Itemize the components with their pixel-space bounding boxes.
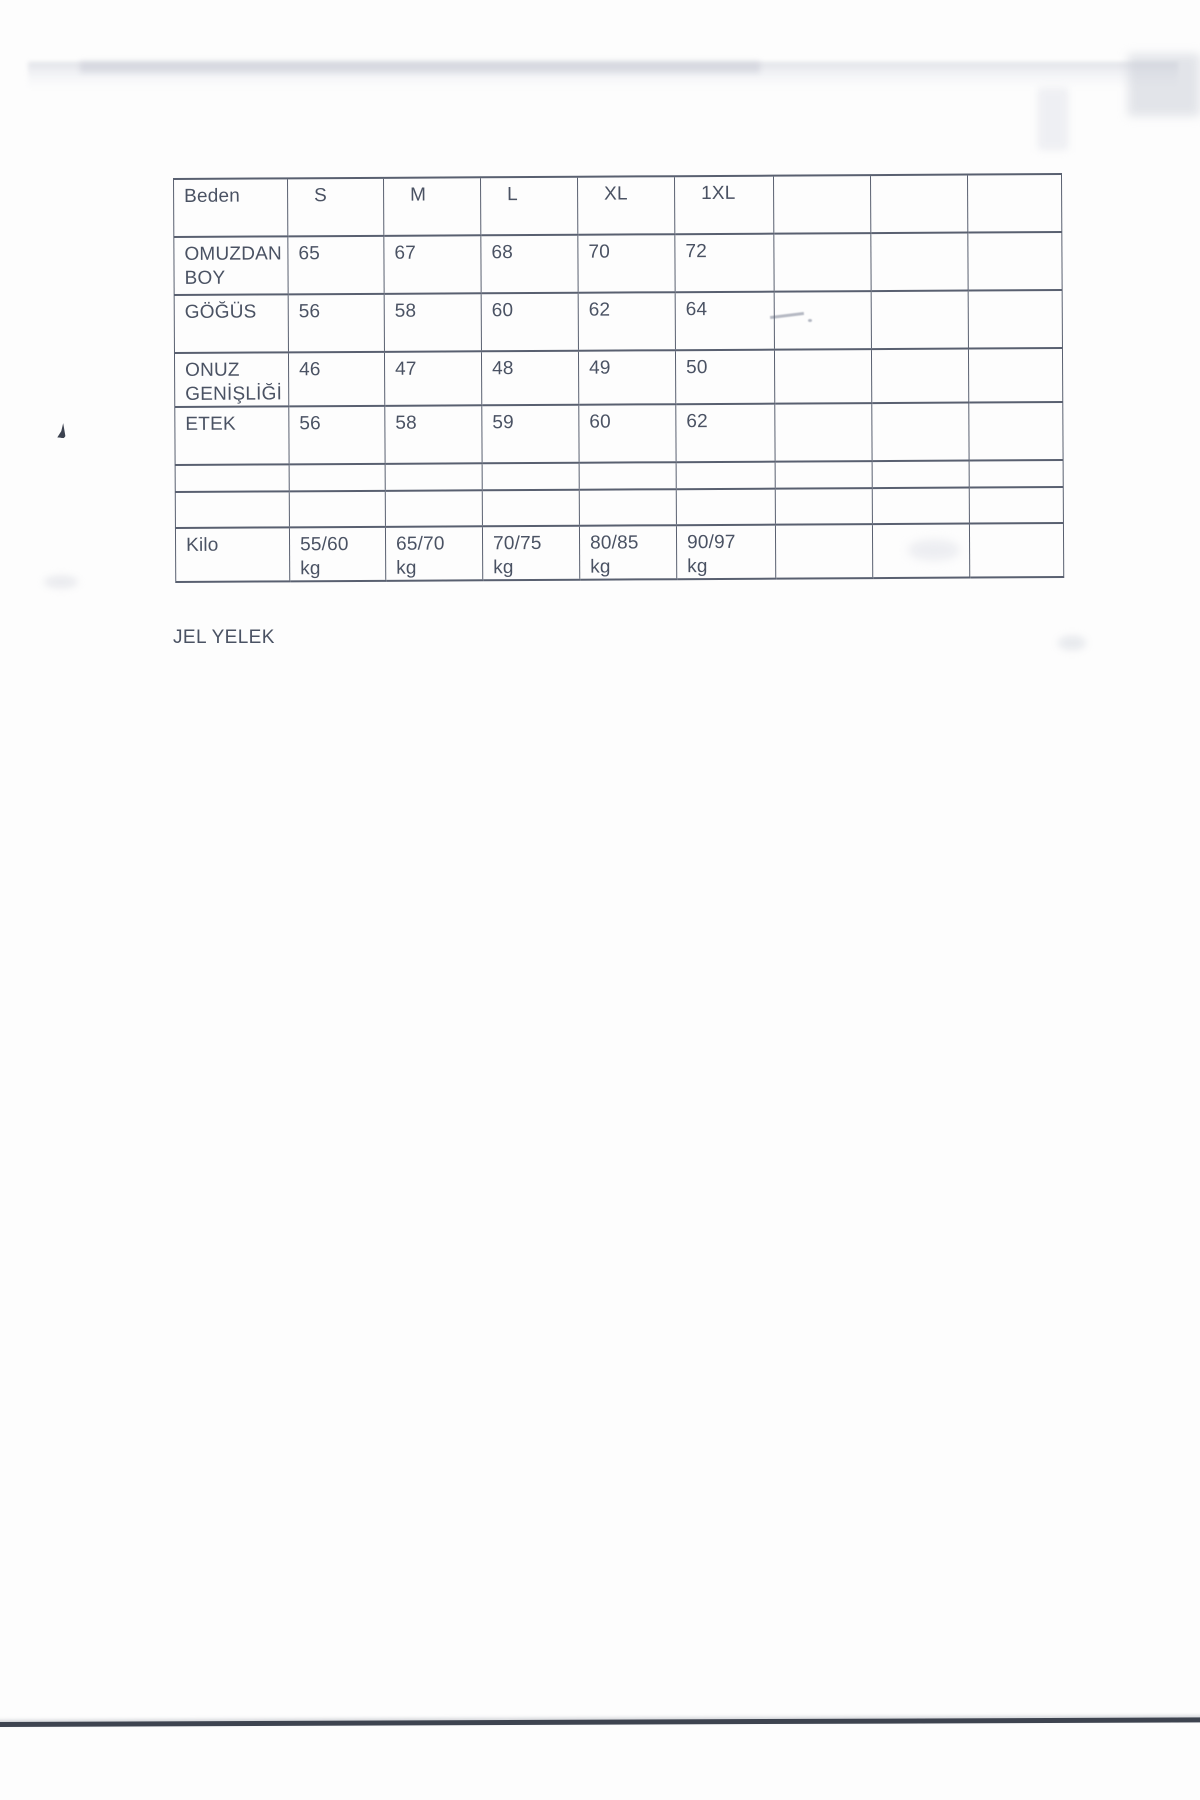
table-row [175,402,1063,465]
value-cell [482,490,579,527]
value-cell: 65 [288,236,384,295]
value-cell [872,403,969,462]
value-cell: 56 [289,406,385,465]
header-cell: S [288,178,384,237]
value-cell: 68 [481,235,578,294]
table-row [174,232,1062,295]
value-cell: 60 [481,293,578,352]
value-cell [385,463,482,491]
value-cell [969,402,1063,461]
value-cell [676,489,775,526]
value-cell: 49 [578,350,675,405]
header-cell: L [481,177,578,236]
pen-mark [57,423,67,439]
value-cell [775,524,872,579]
row-label-cell [175,491,289,528]
row-label-cell: Kilo [175,527,289,582]
value-cell: 59 [482,405,579,464]
value-cell: 62 [676,404,775,463]
value-cell [579,489,676,526]
value-cell: 65/70 kg [385,526,482,581]
value-cell [774,349,871,404]
table-body [174,232,1064,582]
value-cell [969,460,1063,488]
row-label-cell: OMUZDAN BOY [174,236,288,295]
value-cell [968,348,1062,403]
value-cell [385,490,482,527]
value-cell [871,349,968,404]
value-cell [871,291,968,350]
value-cell [579,462,676,490]
header-cell: Beden [174,178,288,237]
row-label-cell [175,464,289,492]
header-cell: M [384,177,481,236]
value-cell: 70/75 kg [482,526,579,581]
value-cell [676,462,775,490]
value-cell: 50 [675,350,774,405]
table-row [174,348,1062,407]
value-cell: 72 [675,234,774,293]
value-cell [775,488,872,525]
value-cell: 56 [288,294,384,353]
value-cell: 90/97 kg [676,525,775,580]
value-cell [872,461,969,489]
table-header-row [174,174,1062,237]
value-cell: 48 [481,351,578,406]
header-cell [870,175,967,234]
value-cell [774,291,871,350]
scan-artifact-right-patch [1038,88,1068,150]
row-label-cell: GÖĞÜS [174,294,288,353]
value-cell [774,233,871,292]
value-cell [289,464,385,492]
value-cell [872,524,969,579]
value-cell: 55/60 kg [289,527,385,582]
table-row [175,523,1063,582]
value-cell [969,487,1063,524]
value-cell: 64 [675,292,774,351]
scan-artifact-smudge [44,576,78,588]
header-cell [967,174,1061,233]
value-cell: 58 [385,405,482,464]
scan-artifact-bottom-edge [0,1717,1200,1726]
value-cell: 67 [384,235,481,294]
size-chart-table [173,173,1064,583]
value-cell [482,463,579,491]
value-cell [775,461,872,489]
value-cell: 62 [578,292,675,351]
value-cell: 46 [288,352,384,407]
value-cell: 58 [384,293,481,352]
value-cell: 60 [579,404,676,463]
header-cell: 1XL [674,176,773,235]
value-cell [872,488,969,525]
product-note: JEL YELEK [173,627,275,648]
value-cell [289,491,385,528]
value-cell: 80/85 kg [579,525,676,580]
row-label-cell: ETEK [175,406,289,465]
table-row [175,487,1063,528]
header-cell [773,175,870,234]
value-cell [968,232,1062,291]
scan-artifact-corner-patch [1128,54,1200,116]
value-cell [871,233,968,292]
value-cell [968,290,1062,349]
scan-artifact-smudge [1058,636,1086,650]
row-label-cell: ONUZ GENİŞLİĞİ [174,352,288,407]
value-cell: 70 [578,234,675,293]
value-cell: 47 [384,351,481,406]
scan-artifact-top-shadow-dark [80,61,760,73]
value-cell [969,523,1063,578]
value-cell [775,403,872,462]
header-cell: XL [577,176,674,235]
table-row [174,290,1062,353]
